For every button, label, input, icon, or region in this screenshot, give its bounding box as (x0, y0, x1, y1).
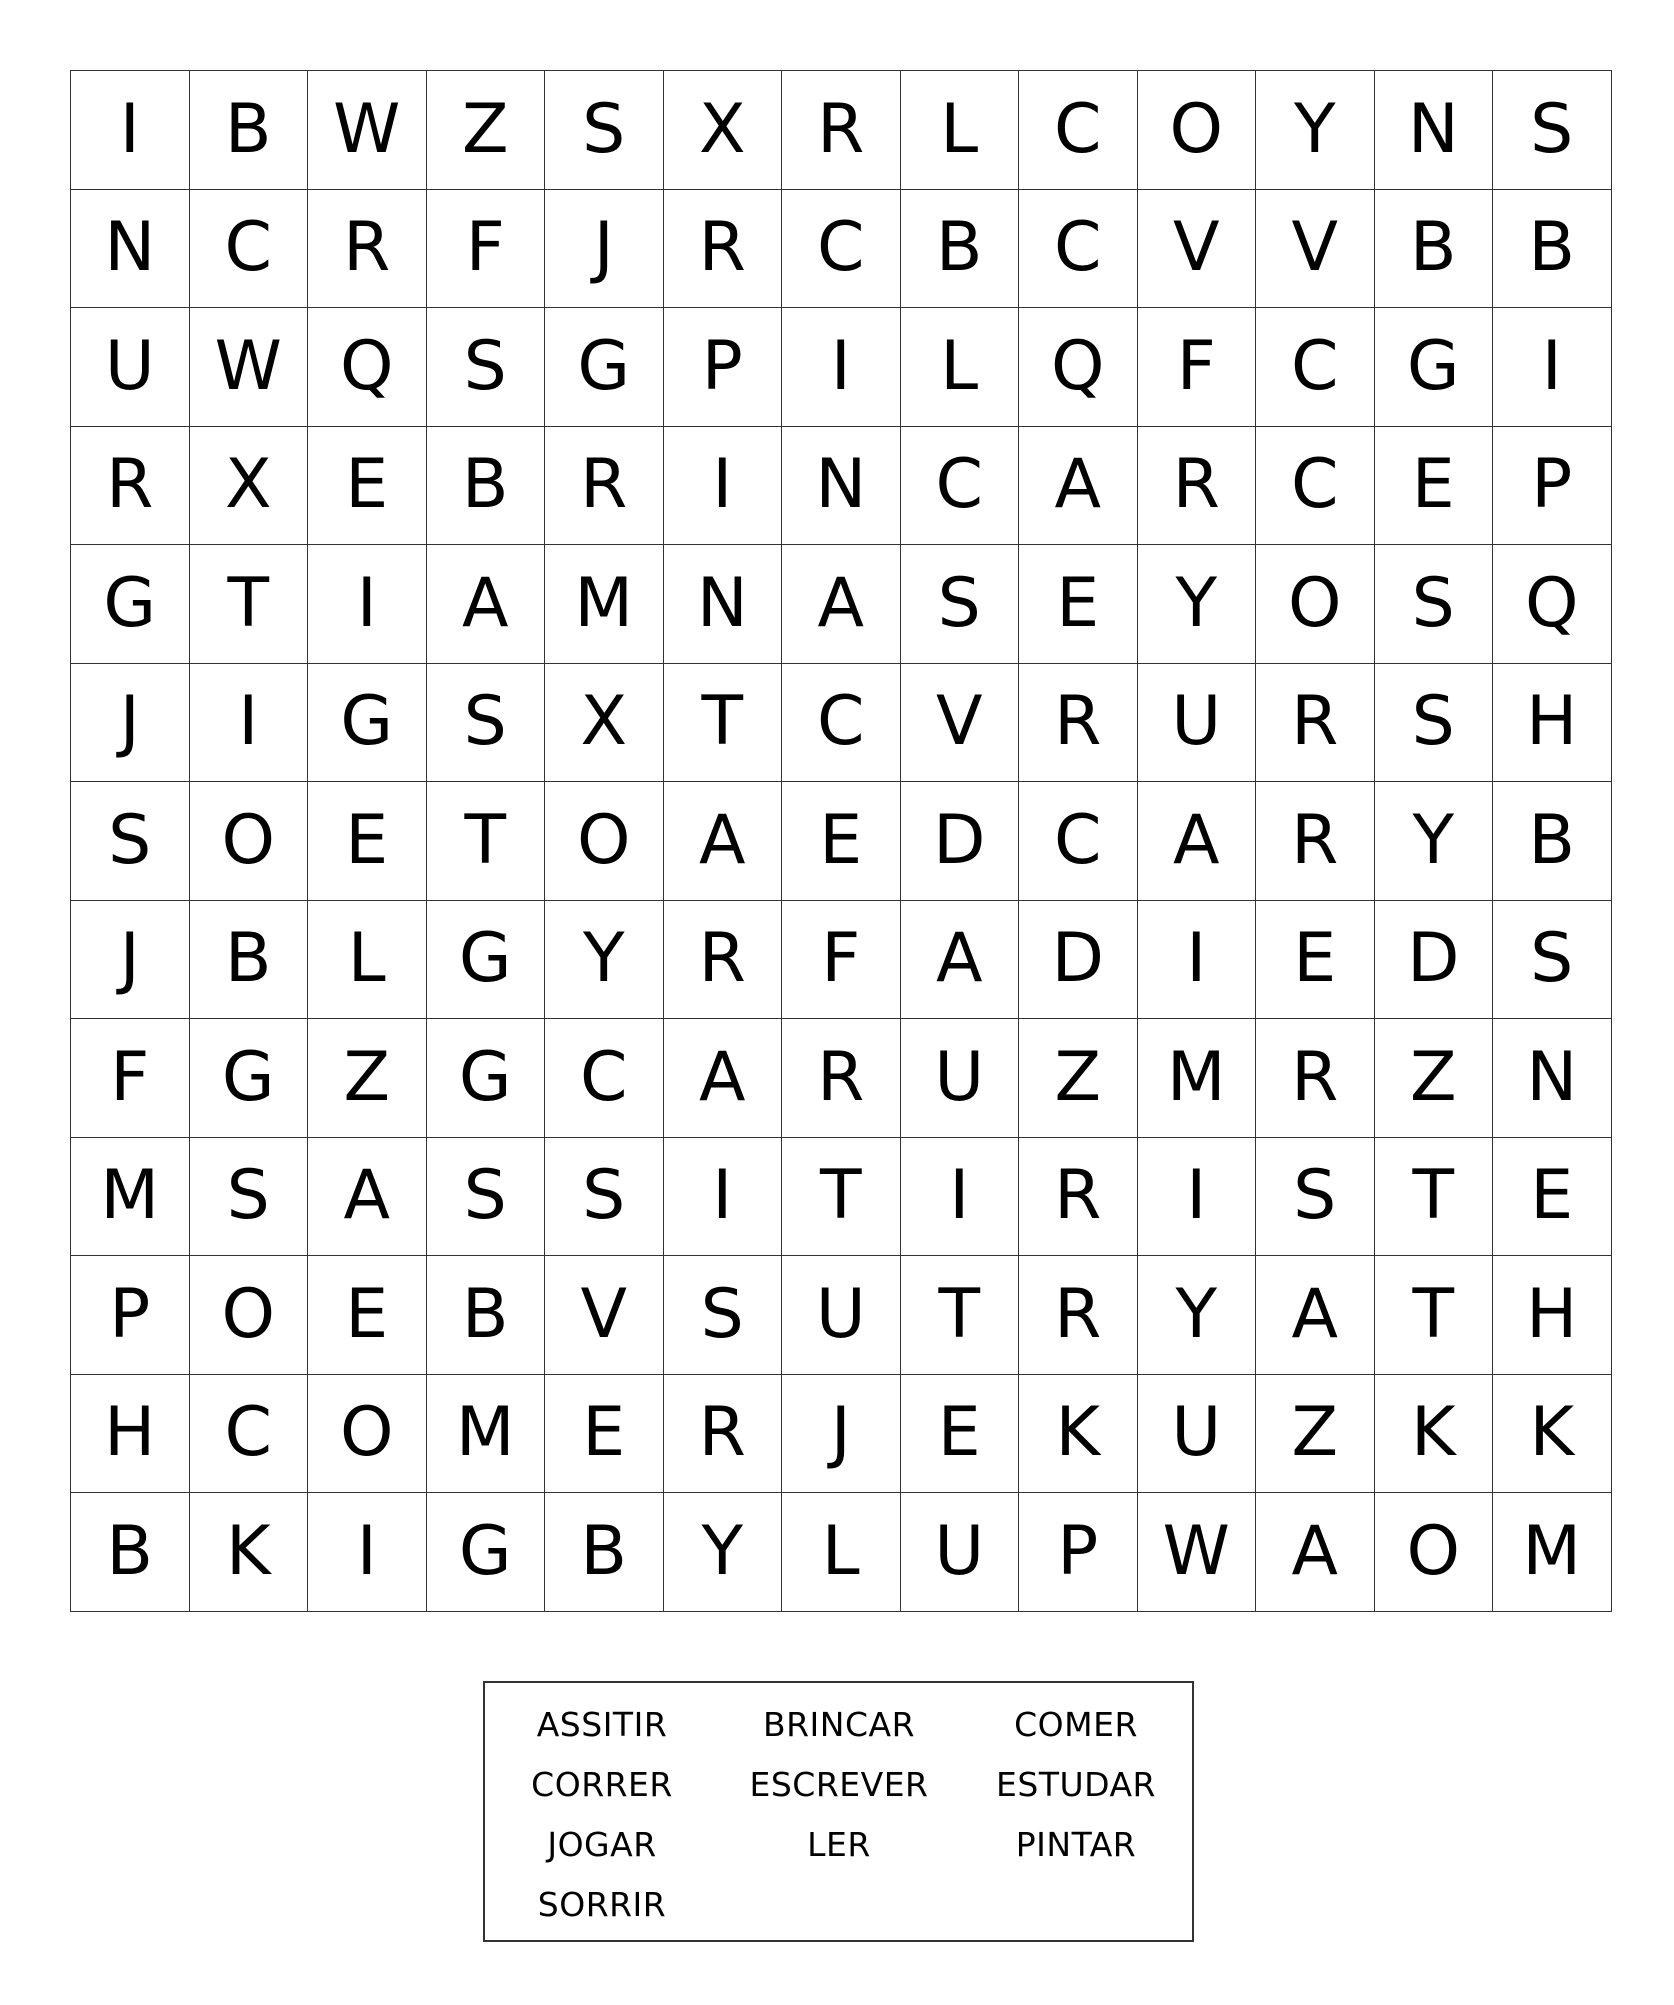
grid-cell[interactable]: O (308, 1375, 427, 1494)
grid-cell[interactable]: A (782, 545, 901, 664)
grid-cell[interactable]: C (782, 664, 901, 783)
grid-cell[interactable]: R (782, 71, 901, 190)
grid-cell[interactable]: G (545, 308, 664, 427)
grid-cell[interactable]: R (664, 901, 783, 1020)
grid-cell[interactable]: M (427, 1375, 546, 1494)
grid-cell[interactable]: R (782, 1019, 901, 1138)
grid-cell[interactable]: Z (1019, 1019, 1138, 1138)
grid-cell[interactable]: V (545, 1256, 664, 1375)
grid-cell[interactable]: R (1019, 1138, 1138, 1257)
grid-cell[interactable]: I (1493, 308, 1612, 427)
grid-cell[interactable]: U (1138, 1375, 1257, 1494)
grid-cell[interactable]: B (427, 427, 546, 546)
grid-cell[interactable]: C (1256, 427, 1375, 546)
grid-cell[interactable]: P (71, 1256, 190, 1375)
grid-cell[interactable]: R (1256, 1019, 1375, 1138)
grid-cell[interactable]: D (901, 782, 1020, 901)
grid-cell[interactable]: A (1256, 1493, 1375, 1612)
grid-cell[interactable]: R (1019, 1256, 1138, 1375)
grid-cell[interactable]: O (1256, 545, 1375, 664)
word-list-item: LER (807, 1825, 871, 1864)
grid-cell[interactable]: S (545, 71, 664, 190)
grid-cell[interactable]: R (1256, 664, 1375, 783)
grid-cell[interactable]: T (901, 1256, 1020, 1375)
grid-cell[interactable]: U (901, 1019, 1020, 1138)
grid-cell[interactable]: R (545, 427, 664, 546)
grid-cell[interactable]: Y (1138, 545, 1257, 664)
grid-cell[interactable]: R (308, 190, 427, 309)
grid-cell[interactable]: B (427, 1256, 546, 1375)
grid-cell[interactable]: L (901, 308, 1020, 427)
grid-cell[interactable]: G (427, 1019, 546, 1138)
grid-cell[interactable]: B (190, 71, 309, 190)
grid-cell[interactable]: S (901, 545, 1020, 664)
grid-cell[interactable]: Q (1019, 308, 1138, 427)
grid-cell[interactable]: X (664, 71, 783, 190)
grid-cell[interactable]: I (782, 308, 901, 427)
grid-cell[interactable]: C (1019, 782, 1138, 901)
grid-cell[interactable]: Z (308, 1019, 427, 1138)
word-list-item: ESCREVER (749, 1765, 929, 1804)
grid-cell[interactable]: C (1256, 308, 1375, 427)
word-list-item: ASSITIR (536, 1705, 668, 1744)
grid-cell[interactable]: K (1375, 1375, 1494, 1494)
grid-cell[interactable]: G (190, 1019, 309, 1138)
grid-cell[interactable]: R (1256, 782, 1375, 901)
grid-cell[interactable]: Y (1138, 1256, 1257, 1375)
grid-cell[interactable]: Z (1375, 1019, 1494, 1138)
grid-cell[interactable]: F (71, 1019, 190, 1138)
grid-cell[interactable]: T (1375, 1256, 1494, 1375)
grid-cell[interactable]: A (308, 1138, 427, 1257)
grid-cell[interactable]: O (1138, 71, 1257, 190)
grid-cell[interactable]: M (1493, 1493, 1612, 1612)
grid-cell[interactable]: E (901, 1375, 1020, 1494)
grid-cell[interactable]: A (1256, 1256, 1375, 1375)
grid-cell[interactable]: X (545, 664, 664, 783)
grid-cell[interactable]: S (1375, 664, 1494, 783)
grid-cell[interactable]: S (1493, 901, 1612, 1020)
word-list-item: SORRIR (537, 1885, 667, 1924)
grid-cell[interactable]: K (190, 1493, 309, 1612)
grid-cell[interactable]: C (782, 190, 901, 309)
grid-cell[interactable]: Q (308, 308, 427, 427)
grid-cell[interactable]: D (1375, 901, 1494, 1020)
grid-cell[interactable]: N (1493, 1019, 1612, 1138)
grid-cell[interactable]: A (427, 545, 546, 664)
grid-cell[interactable]: F (782, 901, 901, 1020)
grid-cell[interactable]: R (664, 190, 783, 309)
grid-cell[interactable]: E (308, 427, 427, 546)
word-list-item: ESTUDAR (996, 1765, 1156, 1804)
grid-cell[interactable]: Q (1493, 545, 1612, 664)
grid-cell[interactable]: E (308, 782, 427, 901)
grid-cell[interactable]: I (71, 71, 190, 190)
grid-cell[interactable]: E (1493, 1138, 1612, 1257)
grid-cell[interactable]: S (71, 782, 190, 901)
grid-cell[interactable]: C (1019, 71, 1138, 190)
grid-cell[interactable]: Z (427, 71, 546, 190)
grid-cell[interactable]: V (901, 664, 1020, 783)
grid-cell[interactable]: E (1375, 427, 1494, 546)
grid-cell[interactable]: O (190, 1256, 309, 1375)
grid-cell[interactable]: Y (664, 1493, 783, 1612)
grid-cell[interactable]: F (1138, 308, 1257, 427)
grid-cell[interactable]: Y (1256, 71, 1375, 190)
grid-cell[interactable]: F (427, 190, 546, 309)
grid-cell[interactable]: A (664, 782, 783, 901)
grid-cell[interactable]: A (664, 1019, 783, 1138)
grid-cell[interactable]: Y (545, 901, 664, 1020)
grid-cell[interactable]: P (1493, 427, 1612, 546)
grid-cell[interactable]: G (427, 901, 546, 1020)
grid-cell[interactable]: T (190, 545, 309, 664)
grid-cell[interactable]: N (1375, 71, 1494, 190)
grid-cell[interactable]: S (427, 664, 546, 783)
grid-cell[interactable]: P (664, 308, 783, 427)
grid-cell[interactable]: S (1375, 545, 1494, 664)
grid-cell[interactable]: N (664, 545, 783, 664)
grid-cell[interactable]: T (427, 782, 546, 901)
grid-cell[interactable]: A (1019, 427, 1138, 546)
grid-cell[interactable]: Y (1375, 782, 1494, 901)
grid-cell[interactable]: J (71, 901, 190, 1020)
grid-cell[interactable]: R (1138, 427, 1257, 546)
grid-cell[interactable]: S (1256, 1138, 1375, 1257)
grid-cell[interactable]: L (782, 1493, 901, 1612)
grid-cell[interactable]: A (1138, 782, 1257, 901)
grid-cell[interactable]: C (190, 1375, 309, 1494)
grid-cell[interactable]: V (1138, 190, 1257, 309)
grid-cell[interactable]: I (1138, 901, 1257, 1020)
grid-cell[interactable]: R (1019, 664, 1138, 783)
grid-cell[interactable]: I (190, 664, 309, 783)
grid-cell[interactable]: B (71, 1493, 190, 1612)
grid-cell[interactable]: R (71, 427, 190, 546)
grid-cell[interactable]: B (1493, 782, 1612, 901)
grid-cell[interactable]: K (1493, 1375, 1612, 1494)
grid-cell[interactable]: I (1138, 1138, 1257, 1257)
grid-cell[interactable]: U (901, 1493, 1020, 1612)
grid-cell[interactable]: H (1493, 664, 1612, 783)
grid-cell[interactable]: C (1019, 190, 1138, 309)
grid-cell[interactable]: S (427, 308, 546, 427)
grid-cell[interactable]: O (1375, 1493, 1494, 1612)
grid-cell[interactable]: B (1493, 190, 1612, 309)
grid-cell[interactable]: B (545, 1493, 664, 1612)
grid-cell[interactable]: G (71, 545, 190, 664)
word-search-grid (70, 70, 1612, 1612)
grid-cell[interactable]: U (1138, 664, 1257, 783)
grid-cell[interactable]: W (190, 308, 309, 427)
grid-cell[interactable]: S (190, 1138, 309, 1257)
word-list-item: CORRER (531, 1765, 673, 1804)
grid-cell[interactable]: O (545, 782, 664, 901)
grid-cell[interactable]: I (664, 427, 783, 546)
grid-cell[interactable]: C (545, 1019, 664, 1138)
word-list-item: JOGAR (547, 1825, 657, 1864)
grid-cell[interactable]: T (664, 664, 783, 783)
grid-cell[interactable]: I (664, 1138, 783, 1257)
grid-cell[interactable]: E (782, 782, 901, 901)
grid-cell[interactable]: I (308, 1493, 427, 1612)
grid-cell[interactable]: U (782, 1256, 901, 1375)
grid-cell[interactable]: N (71, 190, 190, 309)
grid-cell[interactable]: L (901, 71, 1020, 190)
grid-cell[interactable]: D (1019, 901, 1138, 1020)
grid-cell[interactable]: E (1019, 545, 1138, 664)
word-list-item: BRINCAR (762, 1705, 916, 1744)
grid-cell[interactable]: B (190, 901, 309, 1020)
grid-cell[interactable]: W (1138, 1493, 1257, 1612)
grid-cell[interactable]: S (427, 1138, 546, 1257)
grid-cell[interactable]: O (190, 782, 309, 901)
grid-cell[interactable]: J (71, 664, 190, 783)
grid-cell[interactable]: M (71, 1138, 190, 1257)
grid-cell[interactable]: G (308, 664, 427, 783)
grid-cell[interactable]: Z (1256, 1375, 1375, 1494)
grid-cell[interactable]: J (782, 1375, 901, 1494)
grid-cell[interactable]: G (1375, 308, 1494, 427)
grid-cell[interactable]: U (71, 308, 190, 427)
grid-cell[interactable]: W (308, 71, 427, 190)
grid-cell[interactable]: C (190, 190, 309, 309)
grid-cell[interactable]: M (1138, 1019, 1257, 1138)
grid-cell[interactable]: R (664, 1375, 783, 1494)
grid-cell[interactable]: A (901, 901, 1020, 1020)
grid-cell[interactable]: E (1256, 901, 1375, 1020)
grid-cell[interactable]: T (1375, 1138, 1494, 1257)
grid-cell[interactable]: M (545, 545, 664, 664)
grid-cell[interactable]: C (901, 427, 1020, 546)
word-list-item: COMER (1014, 1705, 1138, 1744)
grid-cell[interactable]: S (1493, 71, 1612, 190)
grid-cell[interactable]: X (190, 427, 309, 546)
word-list-box (483, 1681, 1194, 1942)
grid-cell[interactable]: J (545, 190, 664, 309)
grid-cell[interactable]: L (308, 901, 427, 1020)
grid-cell[interactable]: S (664, 1256, 783, 1375)
grid-cell[interactable]: E (308, 1256, 427, 1375)
grid-cell[interactable]: H (71, 1375, 190, 1494)
grid-cell[interactable]: B (1375, 190, 1494, 309)
grid-cell[interactable]: T (782, 1138, 901, 1257)
word-list-item: PINTAR (1015, 1825, 1137, 1864)
grid-cell[interactable]: S (545, 1138, 664, 1257)
grid-cell[interactable]: K (1019, 1375, 1138, 1494)
grid-cell[interactable]: G (427, 1493, 546, 1612)
grid-cell[interactable]: H (1493, 1256, 1612, 1375)
grid-cell[interactable]: B (901, 190, 1020, 309)
grid-cell[interactable]: I (901, 1138, 1020, 1257)
grid-cell[interactable]: N (782, 427, 901, 546)
grid-cell[interactable]: E (545, 1375, 664, 1494)
grid-cell[interactable]: V (1256, 190, 1375, 309)
grid-cell[interactable]: I (308, 545, 427, 664)
grid-cell[interactable]: P (1019, 1493, 1138, 1612)
